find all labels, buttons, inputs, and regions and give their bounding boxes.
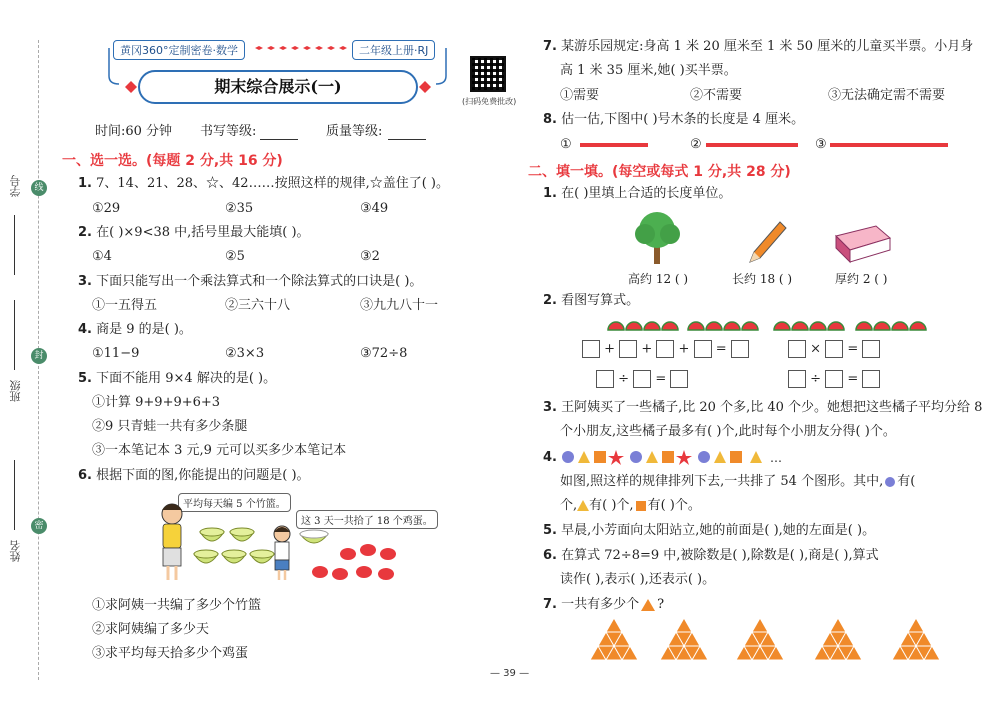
s2-q6-line1 (543, 547, 879, 565)
answer-box[interactable] (619, 340, 637, 358)
s2-q2-stem (543, 292, 639, 310)
student-id-label: 学号 (9, 175, 22, 197)
answer-box[interactable] (656, 340, 674, 358)
triangle-figure-5 (892, 618, 940, 660)
boy-figure (274, 526, 290, 580)
answer-box[interactable] (788, 370, 806, 388)
class-label: 班级 (9, 380, 22, 402)
q6-number: 6. (78, 468, 92, 483)
answer-box[interactable] (825, 370, 843, 388)
qr-caption: (扫码免费批改) (462, 97, 517, 106)
s2-q4-text-1b: 有( (897, 474, 916, 489)
q7-option-c[interactable]: ③无法确定需不需要 (828, 88, 946, 103)
q2-option-c[interactable]: ③2 (360, 249, 380, 264)
q2-option-a[interactable]: ①4 (92, 249, 112, 264)
s2-q3-number: 3. (543, 400, 557, 415)
stick-1 (580, 143, 648, 147)
equation-addition: + + + = (582, 340, 749, 358)
s2-q7-stem (543, 596, 664, 614)
answer-box[interactable] (694, 340, 712, 358)
seal-mark-seal: 封 (31, 348, 47, 364)
q8-option-a[interactable]: ① (560, 137, 572, 152)
s2-q4-text-1: 如图,照这样的规律排列下去,一共排了 54 个图形。其中, (560, 474, 884, 489)
q6-option-b[interactable]: ②求阿姨编了多少天 (92, 622, 210, 637)
grade-tag: 二年级上册·RJ (352, 40, 435, 60)
q3-number: 3. (78, 274, 92, 289)
title-diamonds (125, 81, 431, 93)
label-pencil-length: 长约 18 ( ) (732, 272, 793, 286)
label-tree-height: 高约 12 ( ) (628, 272, 689, 286)
name-label: 姓名 (9, 540, 22, 562)
small-triangle-icon (641, 599, 655, 611)
q8-stem (543, 111, 804, 129)
svg-text:…: … (770, 451, 782, 465)
s2-q5-stem (543, 522, 875, 540)
s2-q1-number: 1. (543, 186, 557, 201)
q4-stem (78, 321, 192, 339)
s2-q3-line1 (543, 399, 982, 417)
q7-number: 7. (543, 39, 557, 54)
s2-q4-number-wrap (543, 449, 557, 467)
seal-mark-secret: 密 (31, 518, 47, 534)
q6-illustration (150, 492, 410, 584)
s2-q4-text-2c: 有( )个。 (647, 498, 701, 513)
q1-number: 1. (78, 176, 92, 191)
basket-group (194, 528, 274, 563)
circle-icon (885, 477, 895, 487)
s2-q2-watermelons (606, 316, 951, 332)
answer-box[interactable] (670, 370, 688, 388)
answer-box[interactable] (862, 340, 880, 358)
q6-stem (78, 467, 310, 485)
q6-option-a[interactable]: ①求阿姨一共编了多少个竹篮 (92, 598, 262, 613)
s2-q1-pictures (630, 208, 910, 266)
q5-number: 5. (78, 371, 92, 386)
s2-q7-suffix: ? (657, 597, 665, 612)
q1-stem (78, 175, 449, 193)
q4-text: 商是 9 的是( )。 (96, 322, 192, 337)
s2-q7-text: 一共有多少个 (561, 597, 640, 612)
tree-icon (635, 212, 680, 264)
seal-mark-line: 线 (31, 180, 47, 196)
s2-q7-triangle-figures (580, 618, 970, 663)
page-title: 期末综合展示(一) (138, 70, 418, 104)
triangle-figure-2 (660, 618, 708, 660)
page-number: — 39 — (490, 668, 530, 679)
series-tag: 黄冈360°定制密卷·数学 (113, 40, 245, 60)
hen-group (312, 544, 396, 580)
q5-stem (78, 370, 276, 388)
q3-text: 下面只能写出一个乘法算式和一个除法算式的口诀是( )。 (96, 274, 423, 289)
q4-option-b[interactable]: ②3×3 (225, 346, 265, 361)
answer-box[interactable] (596, 370, 614, 388)
answer-box[interactable] (825, 340, 843, 358)
q3-option-c[interactable]: ③九九八十一 (360, 298, 439, 313)
s2-q2-text: 看图写算式。 (561, 293, 640, 308)
s2-q4-line2 (560, 497, 701, 515)
q5-option-a[interactable]: ①计算 9+9+9+6+3 (92, 395, 221, 410)
quality-grade-label: 质量等级: (326, 124, 383, 139)
q1-text: 7、14、21、28、☆、42……按照这样的规律,☆盖住了( )。 (96, 176, 449, 191)
label-book-thickness: 厚约 2 ( ) (835, 272, 888, 286)
q8-text: 估一估,下图中( )号木条的长度是 4 厘米。 (561, 112, 805, 127)
woman-figure (162, 504, 182, 580)
qr-code[interactable] (470, 56, 506, 92)
q8-number: 8. (543, 112, 557, 127)
q5-option-b[interactable]: ②9 只青蛙一共有多少条腿 (92, 419, 248, 434)
stick-3 (830, 143, 948, 147)
triangle-figure-4 (814, 618, 862, 660)
answer-box[interactable] (582, 340, 600, 358)
s2-q7-number: 7. (543, 597, 557, 612)
s2-q2-number: 2. (543, 293, 557, 308)
answer-box[interactable] (731, 340, 749, 358)
quality-grade-blank[interactable] (388, 139, 426, 140)
equation-multiplication: × = (788, 340, 880, 358)
section-2-title: 二、填一填。(每空或每式 1 分,共 28 分) (528, 164, 791, 180)
time-limit: 时间:60 分钟 (95, 124, 173, 139)
q7-option-a[interactable]: ①需要 (560, 88, 600, 103)
answer-box[interactable] (862, 370, 880, 388)
s2-q5-text: 早晨,小芳面向太阳站立,她的前面是( ),她的左面是( )。 (561, 523, 876, 538)
q7-option-b[interactable]: ②不需要 (690, 88, 743, 103)
q3-stem (78, 273, 422, 291)
q6-text: 根据下面的图,你能提出的问题是( )。 (96, 468, 310, 483)
q6-option-c[interactable]: ③求平均每天拾多少个鸡蛋 (92, 646, 249, 661)
square-icon (636, 501, 646, 511)
q7-line1 (543, 38, 973, 56)
s2-q4-line1 (560, 473, 915, 491)
s2-q1-stem (543, 185, 731, 203)
s2-q4-pattern (560, 448, 820, 466)
q2-text: 在( )×9<38 中,括号里最大能填( )。 (96, 225, 310, 240)
s2-q1-text: 在( )里填上合适的长度单位。 (561, 186, 732, 201)
s2-q4-number: 4. (543, 450, 557, 465)
egg-basket (300, 530, 328, 543)
book-icon (836, 226, 890, 262)
q5-text: 下面不能用 9×4 解决的是( )。 (96, 371, 277, 386)
q2-stem (78, 224, 310, 242)
s2-q4-text-2: 个, (560, 498, 578, 513)
s2-q6-text-2: 读作( ),表示( ),还表示( )。 (560, 572, 716, 587)
pencil-icon (750, 222, 786, 262)
s2-q5-number: 5. (543, 523, 557, 538)
q8-option-b[interactable]: ② (690, 137, 702, 152)
q6-bubble-eggs: 这 3 天一共拾了 18 个鸡蛋。 (296, 510, 438, 529)
q2-number: 2. (78, 225, 92, 240)
q1-option-c[interactable]: ③49 (360, 201, 389, 216)
q3-option-b[interactable]: ②三六十八 (225, 298, 291, 313)
section-1-title: 一、选一选。(每题 2 分,共 16 分) (62, 153, 283, 169)
q1-option-a[interactable]: ①29 (92, 201, 121, 216)
triangle-figure-3 (736, 618, 784, 660)
s2-q3-text-2: 个小朋友,这些橘子最多有( )个,此时每个小朋友分得( )个。 (560, 424, 896, 439)
q3-option-a[interactable]: ①一五得五 (92, 298, 158, 313)
q7-text-2: 高 1 米 35 厘米,她( )买半票。 (560, 63, 737, 78)
answer-box[interactable] (633, 370, 651, 388)
q1-option-b[interactable]: ②35 (225, 201, 254, 216)
equation-division-1: ÷ = (596, 370, 688, 388)
q8-option-c[interactable]: ③ (815, 137, 827, 152)
class-blank (14, 300, 15, 370)
student-id-blank (14, 215, 15, 275)
q4-number: 4. (78, 322, 92, 337)
writing-grade-blank[interactable] (260, 139, 298, 140)
q4-option-c[interactable]: ③72÷8 (360, 346, 408, 361)
triangle-icon (577, 500, 589, 511)
q5-option-c[interactable]: ③一本笔记本 3 元,9 元可以买多少本笔记本 (92, 443, 347, 458)
name-blank (14, 460, 15, 530)
s2-q6-text-1: 在算式 72÷8=9 中,被除数是( ),除数是( ),商是( ),算式 (561, 548, 879, 563)
stick-2 (706, 143, 798, 147)
q2-option-b[interactable]: ②5 (225, 249, 245, 264)
q7-text-1: 某游乐园规定:身高 1 米 20 厘米至 1 米 50 厘米的儿童买半票。小月身 (561, 39, 974, 54)
equation-division-2: ÷ = (788, 370, 880, 388)
q6-bubble-baskets: 平均每天编 5 个竹篮。 (178, 493, 291, 512)
triangle-figure-1 (590, 618, 638, 660)
s2-q4-text-2b: 有( )个, (589, 498, 634, 513)
s2-q6-number: 6. (543, 548, 557, 563)
writing-grade-label: 书写等级: (200, 124, 257, 139)
s2-q3-text-1: 王阿姨买了一些橘子,比 20 个多,比 40 个少。她想把这些橘子平均分给 8 (561, 400, 983, 415)
answer-box[interactable] (788, 340, 806, 358)
q4-option-a[interactable]: ①11−9 (92, 346, 140, 361)
